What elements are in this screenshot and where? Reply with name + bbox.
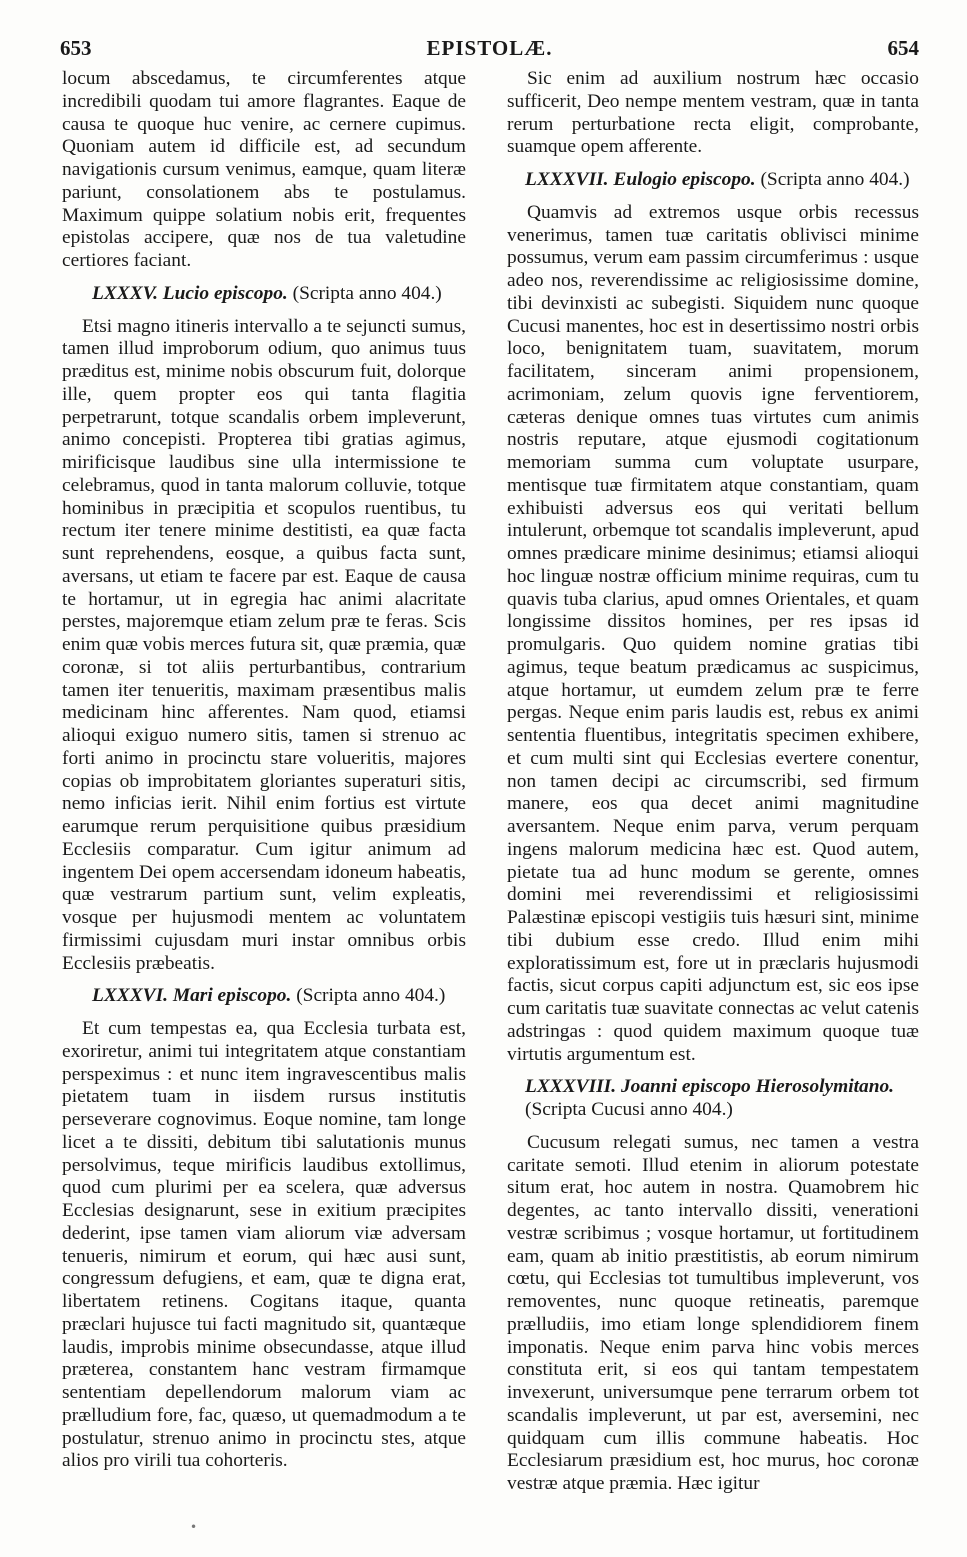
letter-date: (Scripta Cucusi anno 404.)	[525, 1099, 733, 1120]
letter-date: (Scripta anno 404.)	[760, 169, 910, 190]
letter-recipient: Lucio episcopo.	[162, 282, 288, 304]
letter-body-85: Etsi magno itineris intervallo a te sejuncti sumus, tamen illud improborum odium, quo animus tuus præditus est, minime nobis obscurum fuit, dolorque ille, quem propter eos qui tanta flagitia perpetrarunt, totque scandalis orbem impleverunt, animo concepisti. Propterea tibi gratias agimus, mirificisque laudibus sine ulla intermissione te celebramus, quod in tanta malorum colluvie, totque hominibus in præcipitia et scopulos ruentibus, tu rectum iter tenere minime destitisti, ea quæ facta sunt reprehendens, eosque, a quibus facta sunt, aversans, ut etiam te facere par est. Eaque de causa te hortamur, ut in egregia hac animi alacritate perstes, majoremque etiam zelum præ te feras. Scis enim quæ vobis merces futura sit, quæ præmia, quæ coronæ, si tot aliis perturbantibus, contrarium tamen iter tenueritis, maximam præsentibus malis medicinam hinc afferentes. Nam quod, etiamsi alioqui exiguo numero sitis, tamen si strenuo ac forti animo in procinctu stare volueritis, majores copias ob improbitatem gloriantes superaturi sitis, nemo inficias ierit. Nihil enim fortius est virtute earumque rerum perquisitione quibus præsidium Ecclesiis comparatur. Cum igitur animum ad ingentem Dei opem accersendam idoneum habeatis, quæ vestrarum partium sunt, velim expleatis, vosque per hujusmodi mentem ac voluntatem firmissimi cujusdam muri instar omnibus orbis Ecclesiis præbeatis.	[62, 315, 466, 974]
letter-heading-86	[62, 985, 466, 1008]
ink-speck: •	[190, 1520, 198, 1534]
page-number-left: 653	[60, 36, 92, 60]
letter-number: LXXXVII.	[525, 169, 609, 190]
right-column	[507, 68, 919, 1496]
running-title: EPISTOLÆ.	[426, 36, 553, 60]
letter-recipient: Joanni episcopo Hierosolymitano.	[620, 1076, 895, 1098]
letter-heading-87	[507, 169, 919, 192]
letter-date: (Scripta anno 404.)	[292, 282, 442, 304]
letter-body-86: Et cum tempestas ea, qua Ecclesia turbata est, exoriretur, animi tui integritatem atque constantiam perspeximus : et nunc item ingravescentibus malis pietatem tuam in iisdem rursus institutis perseverare cognovimus. Eoque nomine, tam longe licet a te dissiti, debitum tibi salutationis munus persolvimus, teque mirificis laudibus extollimus, quod cum plurimi per ea scelera, quæ adversus Ecclesias designarunt, sese in exitium præcipites dederint, ipse tamen viam aliorum viæ adversam tenueris, nimirum et eorum, qui hæc ausi sunt, congressum defugiens, et eam, quæ te digna erat, libertatem retinens. Cogitans itaque, quanta præclari hujusce tui facti magnitudo sit, quantæque laudis, improbis minime obsecundasse, atque illud præterea, constantem hanc vestram firmamque sententiam depellendorum malorum viam ac prælludium fore, fac, quæso, ut quemadmodum a te postulatur, strenuo animo in procinctu stes, atque alios pro virili tua cohorteris.	[62, 1018, 466, 1472]
letter-number: LXXXVI.	[92, 985, 168, 1007]
letter-recipient: Mari episcopo.	[172, 985, 292, 1007]
left-column	[62, 68, 466, 1473]
letter-heading-85	[62, 283, 466, 306]
letter-number: LXXXV.	[92, 282, 158, 304]
paragraph-continuation: locum abscedamus, te circumferentes atque incredibili quodam tui amore flagrantes. Eaque de causa te quoque huc venire, ac cernere cupimus. Quoniam autem id difficile est, ad secundum navigationis cursum venimus, eamque, quam literæ pariunt, consolationem abs te postulamus. Maximum quippe solatium nobis erit, frequentes epistolas accipere, quæ nos de tua valetudine certiores faciant.	[62, 68, 466, 271]
page-number-right: 654	[887, 36, 919, 60]
letter-number: LXXXVIII.	[525, 1076, 617, 1098]
letter-body-88: Cucusum relegati sumus, nec tamen a vestra caritate semoti. Illud etenim in aliorum potestate situm erat, hoc autem in nostra. Quamobrem hic degentes, ac tanto intervallo dissiti, venerationi vestræ scribimus ; vosque hortamur, ut fortitudinem eam, quam ab initio præstitistis, ab eorum nimirum cœtu, qui Ecclesias tot tumultibus impleverunt, vos removentes, nunc quoque retineatis, paremque prælludiis, imo etiam longe splendidiorem finem imponatis. Neque enim parva hinc vobis merces constituta erit, si eos qui tantam tempestatem invexerunt, universumque pene terrarum orbem tot scandalis impleverunt, ut par est, aversemini, nec quidquam cum illis commune habeatis. Hoc Ecclesiarum præsidium est, hoc murus, hoc coronæ vestræ atque præmia. Hæc igitur	[507, 1131, 919, 1494]
letter-date: (Scripta anno 404.)	[296, 985, 446, 1007]
letter-heading-88	[507, 1076, 919, 1122]
letter-body-87: Quamvis ad extremos usque orbis recessus venerimus, tamen tuæ caritatis oblivisci minime possumus, verum eam passim circumferimus : usque adeo nos, reverendissime ac religiosissime domine, tibi devinxisti ac subegisti. Siquidem nunc quoque Cucusi manentes, hoc est in desertissimo nostri orbis loco, benignitatem tuam, suavitatem, morum facilitatem, sinceram animi propensionem, acrimoniam, zelum quovis igne ferventiorem, cæteras denique omnes tuas virtutes cum animis nostris reputare, atque ejusmodi cogitationum memoriam summa cum voluptate usurpare, mentisque tuæ firmitatem atque constantiam, quam exhibuisti adversus eos qui veritati bellum intulerunt, orbemque tot scandalis impleverunt, apud omnes prædicare minime desinimus; etiamsi alioqui hoc linguæ nostræ officium minime requiras, cum tu quavis tuba clarius, apud omnes Orientales, et quam longissime dissitos homines, per res ipsas id promulgaris. Quo quidem nomine gratias tibi agimus, teque beatum prædicamus ac suspicimus, atque hortamur, ut eumdem zelum præ te ferre pergas. Neque enim paris laudis est, rebus ex animi sententia fluentibus, integritatis specimen exhibere, et cum multi sint qui Ecclesias evertere conentur, non tamen decipi ac circumscribi, sed firmum manere, eos qua decet animi magnitudine aversantem. Neque enim parva, verum perquam ingens malorum medicina hæc est. Quod autem, pietate tua ad hunc modum se gerente, omnes domini mei reverendissimi et religiosissimi Palæstinæ episcopi vestigiis tuis hæsuri sint, minime tibi dubium esse credo. Illud enim mihi exploratissimum est, fore ut in præclaris hujusmodi factis, sicut corpus capiti adjunctum est, sic eos ipse cum caritatis tuæ suavitate connectas ac velut catenis adstringas : quod quidem maximum quoque tuæ virtutis argumentum est.	[507, 201, 919, 1065]
running-header	[60, 36, 919, 64]
paragraph-continuation: Sic enim ad auxilium nostrum hæc occasio sufficerit, Deo nempe mentem vestram, quæ in tanta rerum perturbatione recta eligit, comprobante, suamque opem afferente.	[507, 68, 919, 158]
letter-recipient: Eulogio episcopo.	[613, 169, 756, 190]
